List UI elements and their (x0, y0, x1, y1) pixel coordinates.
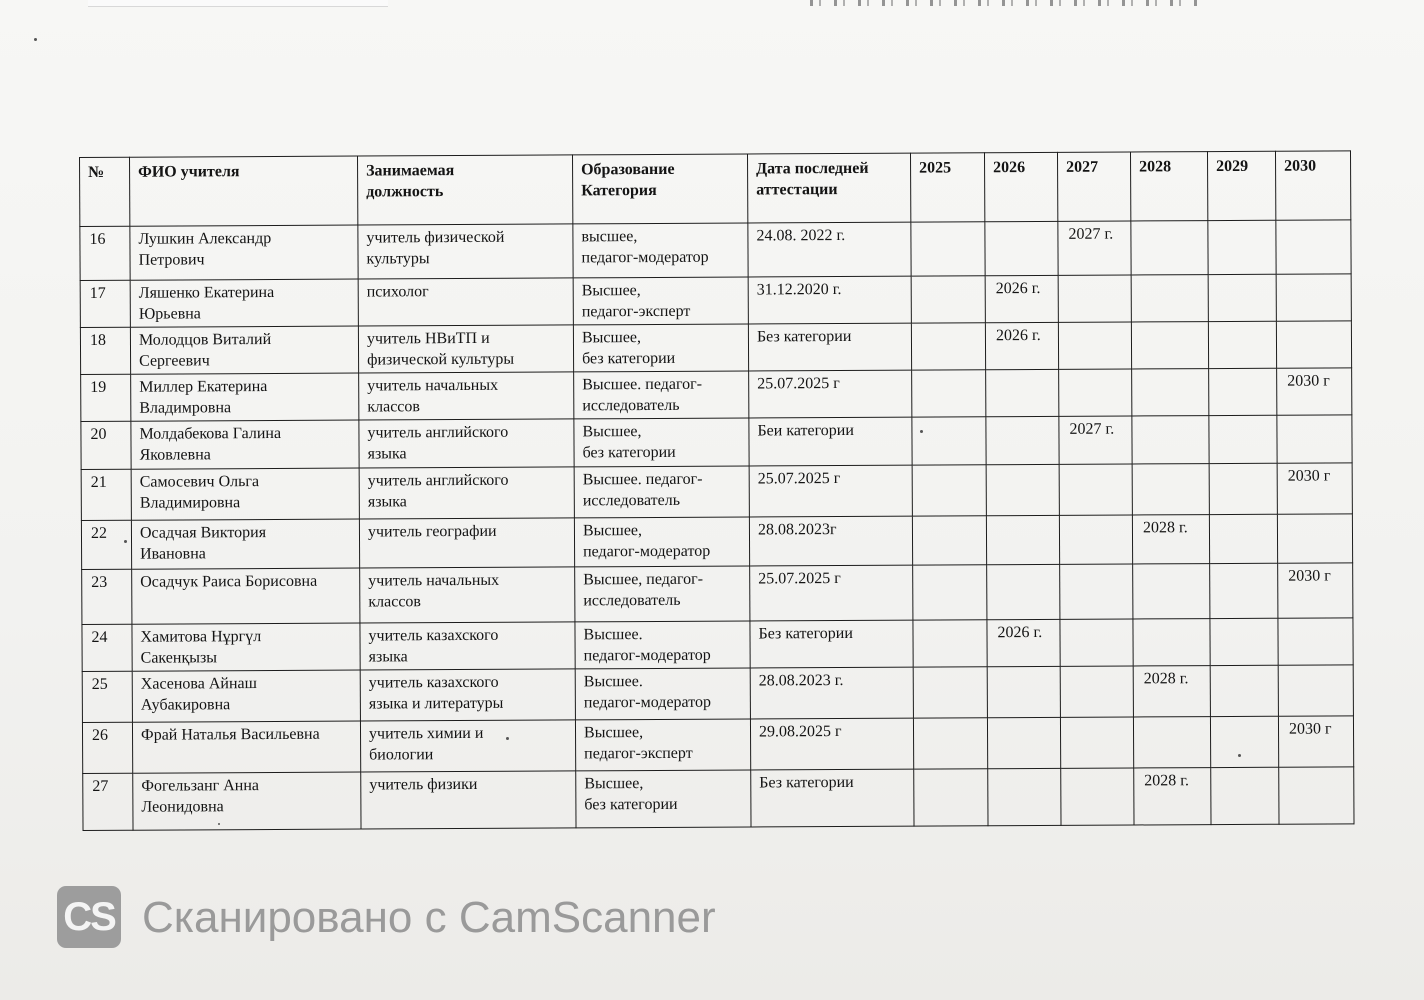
teacher-position (359, 419, 574, 468)
education-category-line: исследователь (582, 396, 680, 415)
teacher-name-line: Ивановна (140, 545, 206, 563)
header-year-2026: 2026 (984, 152, 1057, 221)
page-edge-marks (810, 0, 1200, 6)
header-line: должность (366, 183, 444, 201)
education-category-line: Высшее. (583, 626, 643, 644)
year-2030-cell (1278, 665, 1353, 716)
teacher-name (130, 326, 358, 374)
teacher-name (131, 420, 359, 469)
teacher-position-line: языка (367, 445, 407, 463)
year-2028-cell (1133, 619, 1210, 666)
year-2027-cell (1060, 564, 1133, 619)
header-education (572, 154, 747, 224)
year-2028-cell: 2028 г. (1134, 768, 1211, 825)
table-header-row (80, 151, 1351, 227)
page-edge-strip (88, 0, 388, 7)
education-category-line: Высшее. (583, 673, 643, 691)
header-line: Образование (581, 160, 675, 179)
year-2025-cell (913, 718, 987, 769)
row-number: 16 (80, 226, 130, 280)
year-2029-cell (1210, 563, 1278, 618)
year-2026-cell (985, 221, 1058, 275)
teacher-position-line: физической культуры (367, 350, 515, 369)
year-2025-cell (913, 620, 987, 667)
teacher-position (359, 467, 574, 519)
attestation-table (79, 150, 1355, 831)
year-2030-cell (1279, 767, 1354, 824)
year-2029-cell (1210, 618, 1278, 665)
header-line: Занимаемая (366, 162, 455, 180)
teacher-position-line: учитель английского (367, 471, 509, 490)
teacher-position-line: учитель казахского (368, 673, 499, 692)
last-attestation-date: Без категории (750, 620, 913, 668)
teacher-name-line: Леонидовна (141, 798, 224, 816)
table-row (81, 463, 1352, 521)
education-category (573, 277, 748, 325)
last-attestation-date: 28.08.2023 г. (750, 667, 913, 719)
year-2026-cell: 2026 г. (985, 322, 1058, 369)
year-2026-cell (986, 464, 1059, 515)
teacher-name-line: Миллер Екатерина (139, 378, 268, 396)
year-2026-cell (987, 717, 1060, 768)
education-category (574, 371, 749, 419)
education-category (574, 418, 749, 467)
year-2026-cell (986, 515, 1059, 564)
year-2025-cell (912, 370, 986, 417)
teacher-position (360, 669, 575, 721)
year-2025-cell (911, 276, 985, 323)
teacher-position-line: классов (368, 593, 422, 611)
year-2027-cell (1059, 464, 1132, 515)
header-year-2025: 2025 (910, 153, 984, 222)
last-attestation-date: Беи категории (749, 417, 912, 466)
year-2025-cell (912, 465, 986, 516)
year-2026-cell (987, 666, 1060, 717)
table-row (80, 220, 1351, 281)
teacher-position (361, 771, 576, 829)
teacher-name-line: Яковлевна (139, 446, 211, 464)
year-2025-cell (912, 516, 986, 565)
teacher-name (130, 225, 358, 280)
education-category (575, 566, 750, 622)
year-2027-cell (1058, 322, 1131, 369)
year-2026-cell (987, 564, 1060, 619)
teacher-name-line: Хамитова Нұргүл (140, 628, 262, 646)
row-number: 25 (82, 671, 132, 722)
education-category-line: педагог-модератор (581, 248, 709, 267)
year-2025-cell (912, 417, 986, 465)
year-2027-cell: 2027 г. (1058, 221, 1131, 275)
year-2028-cell (1133, 717, 1210, 768)
row-number: 27 (83, 773, 133, 830)
education-category (575, 621, 750, 669)
year-2028-cell (1131, 275, 1208, 322)
row-number: 19 (81, 374, 131, 421)
teacher-position-line: биологии (369, 746, 434, 764)
year-2027-cell (1061, 768, 1134, 825)
year-2027-cell (1060, 717, 1133, 768)
education-category (574, 466, 749, 518)
teacher-name (132, 623, 360, 671)
education-category-line: педагог-модератор (583, 693, 712, 712)
education-category-line: Высшее, (583, 724, 644, 742)
teacher-position-line: учитель химии и (368, 724, 484, 743)
education-category-line: Высшее. педагог- (582, 470, 703, 489)
teacher-name (131, 519, 359, 569)
camscanner-watermark-text: Сканировано с CamScanner (142, 893, 716, 942)
table-row (82, 618, 1353, 672)
teacher-name-line: Сергеевич (139, 352, 210, 370)
last-attestation-date: 28.08.2023г (749, 516, 912, 566)
scan-speck (34, 38, 37, 41)
year-2029-cell (1208, 321, 1276, 368)
year-2026-cell (986, 416, 1059, 464)
year-2029-cell (1210, 716, 1278, 767)
teacher-name-line: Фрай Наталья Васильевна (140, 725, 320, 744)
year-2029-cell (1209, 415, 1277, 463)
year-2026-cell (988, 768, 1061, 825)
teacher-position (360, 567, 575, 623)
last-attestation-date: 25.07.2025 г (749, 465, 912, 517)
teacher-name-line: Самосевич Ольга (139, 473, 260, 491)
teacher-name (132, 721, 360, 773)
table-row (80, 321, 1351, 375)
year-2030-cell (1278, 618, 1353, 665)
teacher-position (359, 518, 574, 568)
teacher-position-line: учитель географии (367, 522, 497, 541)
education-category-line: высшее, (581, 228, 638, 246)
teacher-position-line: культуры (366, 250, 430, 268)
teacher-position (358, 278, 573, 326)
teacher-name-line: Юрьевна (138, 305, 201, 323)
teacher-position-line: учитель казахского (368, 626, 499, 645)
teacher-name-line: Молдабекова Галина (139, 424, 282, 443)
table-row (81, 368, 1352, 422)
year-2030-cell: 2030 г (1278, 563, 1353, 618)
year-2030-cell (1276, 220, 1351, 274)
last-attestation-date: 31.12.2020 г. (748, 276, 911, 324)
education-category-line: Высшее, педагог- (583, 570, 704, 589)
teacher-name-line: Петрович (138, 251, 205, 269)
year-2029-cell (1211, 767, 1279, 824)
teacher-position-line: языка (367, 493, 407, 511)
teacher-position-line: классов (367, 398, 420, 416)
header-number: № (80, 157, 130, 226)
table-row (82, 665, 1353, 723)
teacher-name (133, 772, 361, 830)
year-2030-cell: 2030 г (1277, 368, 1352, 415)
header-year-2027: 2027 (1057, 152, 1130, 221)
year-2027-cell (1058, 275, 1131, 322)
year-2028-cell (1132, 464, 1209, 515)
year-2025-cell (913, 667, 987, 718)
year-2029-cell (1208, 274, 1276, 321)
header-teacher-name: ФИО учителя (130, 156, 358, 226)
teacher-position (358, 325, 573, 373)
row-number: 21 (81, 469, 131, 520)
year-2026-cell (986, 369, 1059, 416)
year-2027-cell (1060, 619, 1133, 666)
row-number: 17 (80, 280, 130, 327)
teacher-name (132, 670, 360, 722)
year-2028-cell (1133, 564, 1210, 619)
row-number: 24 (82, 624, 132, 671)
education-category-line: Высшее, (581, 329, 642, 347)
header-position (357, 155, 572, 225)
teacher-name (131, 468, 359, 520)
education-category-line: Высшее, (582, 423, 642, 441)
teacher-position-line: языка (368, 648, 408, 666)
year-2028-cell (1132, 416, 1209, 464)
header-year-2028: 2028 (1130, 152, 1207, 221)
teacher-name-line: Хасенова Айнаш (140, 675, 257, 693)
education-category-line: Высшее, (584, 775, 644, 793)
header-last-attestation (747, 153, 910, 223)
year-2028-cell: 2028 г. (1132, 515, 1209, 564)
camscanner-logo: CS (57, 886, 121, 948)
teacher-name-line: Ляшенко Екатерина (138, 283, 275, 302)
teacher-position (360, 720, 575, 772)
last-attestation-date: 25.07.2025 г (750, 565, 913, 621)
teacher-name-line: Осадчая Виктория (139, 524, 267, 542)
teacher-name-line: Аубакировна (140, 696, 231, 714)
year-2030-cell (1277, 415, 1352, 463)
teacher-name (131, 373, 359, 421)
education-category-line: Высшее, (581, 282, 641, 300)
table-body (80, 220, 1354, 831)
teacher-name-line: Сакенқызы (140, 649, 218, 667)
education-category (573, 223, 748, 278)
row-number: 18 (80, 327, 130, 374)
year-2030-cell (1276, 321, 1351, 368)
teacher-name-line: Лушкин Александр (138, 229, 272, 248)
year-2028-cell (1131, 221, 1208, 275)
education-category-line: Высшее. педагог- (582, 375, 703, 394)
table-row (81, 415, 1352, 470)
row-number: 20 (81, 421, 131, 469)
row-number: 23 (82, 569, 132, 624)
last-attestation-date: 29.08.2025 г (750, 718, 913, 770)
header-line: аттестации (756, 181, 838, 199)
table-row (82, 563, 1353, 625)
teacher-position-line: учитель физической (366, 228, 505, 247)
year-2025-cell (914, 769, 988, 826)
year-2030-cell: 2030 г (1278, 716, 1353, 767)
education-category-line: Высшее, (582, 522, 643, 540)
education-category-line: педагог-эксперт (584, 744, 693, 763)
row-number: 22 (81, 520, 131, 569)
education-category (574, 517, 749, 567)
teacher-position (358, 224, 573, 279)
last-attestation-date: 25.07.2025 г (749, 370, 912, 418)
last-attestation-date: Без категории (751, 769, 914, 827)
year-2029-cell (1210, 665, 1278, 716)
teacher-position-line: психолог (366, 283, 429, 301)
year-2026-cell: 2026 г. (987, 619, 1060, 666)
header-year-2029: 2029 (1207, 151, 1275, 220)
table-row (83, 767, 1354, 831)
teacher-name-line: Владимировна (139, 494, 241, 512)
teacher-name-line: Молодцов Виталий (138, 330, 272, 349)
teacher-name-line: Осадчук Раиса Борисовна (140, 572, 318, 591)
header-year-2030: 2030 (1275, 151, 1350, 220)
year-2028-cell (1131, 322, 1208, 369)
teacher-position (359, 372, 574, 420)
education-category-line: педагог-модератор (583, 542, 711, 561)
last-attestation-date: Без категории (748, 323, 911, 371)
education-category-line: исследователь (582, 491, 681, 510)
teacher-name (132, 568, 360, 624)
year-2029-cell (1208, 220, 1276, 274)
teacher-position-line: учитель НВиТП и (366, 329, 490, 348)
year-2027-cell (1059, 369, 1132, 416)
year-2025-cell (911, 323, 985, 370)
education-category-line: без категории (582, 443, 676, 462)
education-category (573, 324, 748, 372)
teacher-name-line: Фогельзанг Анна (141, 777, 260, 795)
teacher-position-line: учитель английского (367, 423, 509, 442)
teacher-position-line: учитель начальных (368, 571, 500, 590)
teacher-position-line: учитель начальных (367, 376, 499, 395)
year-2030-cell: 2030 г (1277, 463, 1352, 514)
year-2025-cell (911, 222, 985, 276)
education-category (576, 770, 751, 828)
year-2025-cell (913, 565, 987, 620)
teacher-position-line: учитель физики (369, 775, 478, 794)
teacher-position (360, 622, 575, 670)
year-2027-cell (1059, 515, 1132, 564)
table-row (81, 514, 1352, 570)
education-category (575, 719, 750, 771)
year-2029-cell (1209, 463, 1277, 514)
education-category-line: педагог-эксперт (581, 302, 691, 321)
year-2030-cell (1276, 274, 1351, 321)
header-line: Категория (581, 181, 657, 200)
year-2029-cell (1209, 368, 1277, 415)
education-category (575, 668, 750, 720)
education-category-line: без категории (584, 795, 678, 814)
teacher-name (130, 279, 358, 327)
education-category-line: педагог-модератор (583, 646, 711, 665)
last-attestation-date: 24.08. 2022 г. (748, 222, 911, 277)
year-2028-cell: 2028 г. (1133, 666, 1210, 717)
teacher-position-line: языка и литературы (368, 694, 504, 713)
year-2030-cell (1277, 514, 1352, 563)
teacher-name-line: Владимровна (139, 399, 232, 417)
year-2026-cell: 2026 г. (985, 275, 1058, 322)
row-number: 26 (82, 722, 132, 773)
year-2027-cell: 2027 г. (1059, 416, 1132, 464)
table-row (82, 716, 1353, 774)
year-2028-cell (1132, 369, 1209, 416)
header-line: Дата последней (756, 159, 869, 178)
table-row (80, 274, 1351, 328)
education-category-line: без категории (582, 349, 676, 368)
year-2027-cell (1060, 666, 1133, 717)
year-2029-cell (1209, 514, 1277, 563)
education-category-line: исследователь (583, 591, 681, 610)
